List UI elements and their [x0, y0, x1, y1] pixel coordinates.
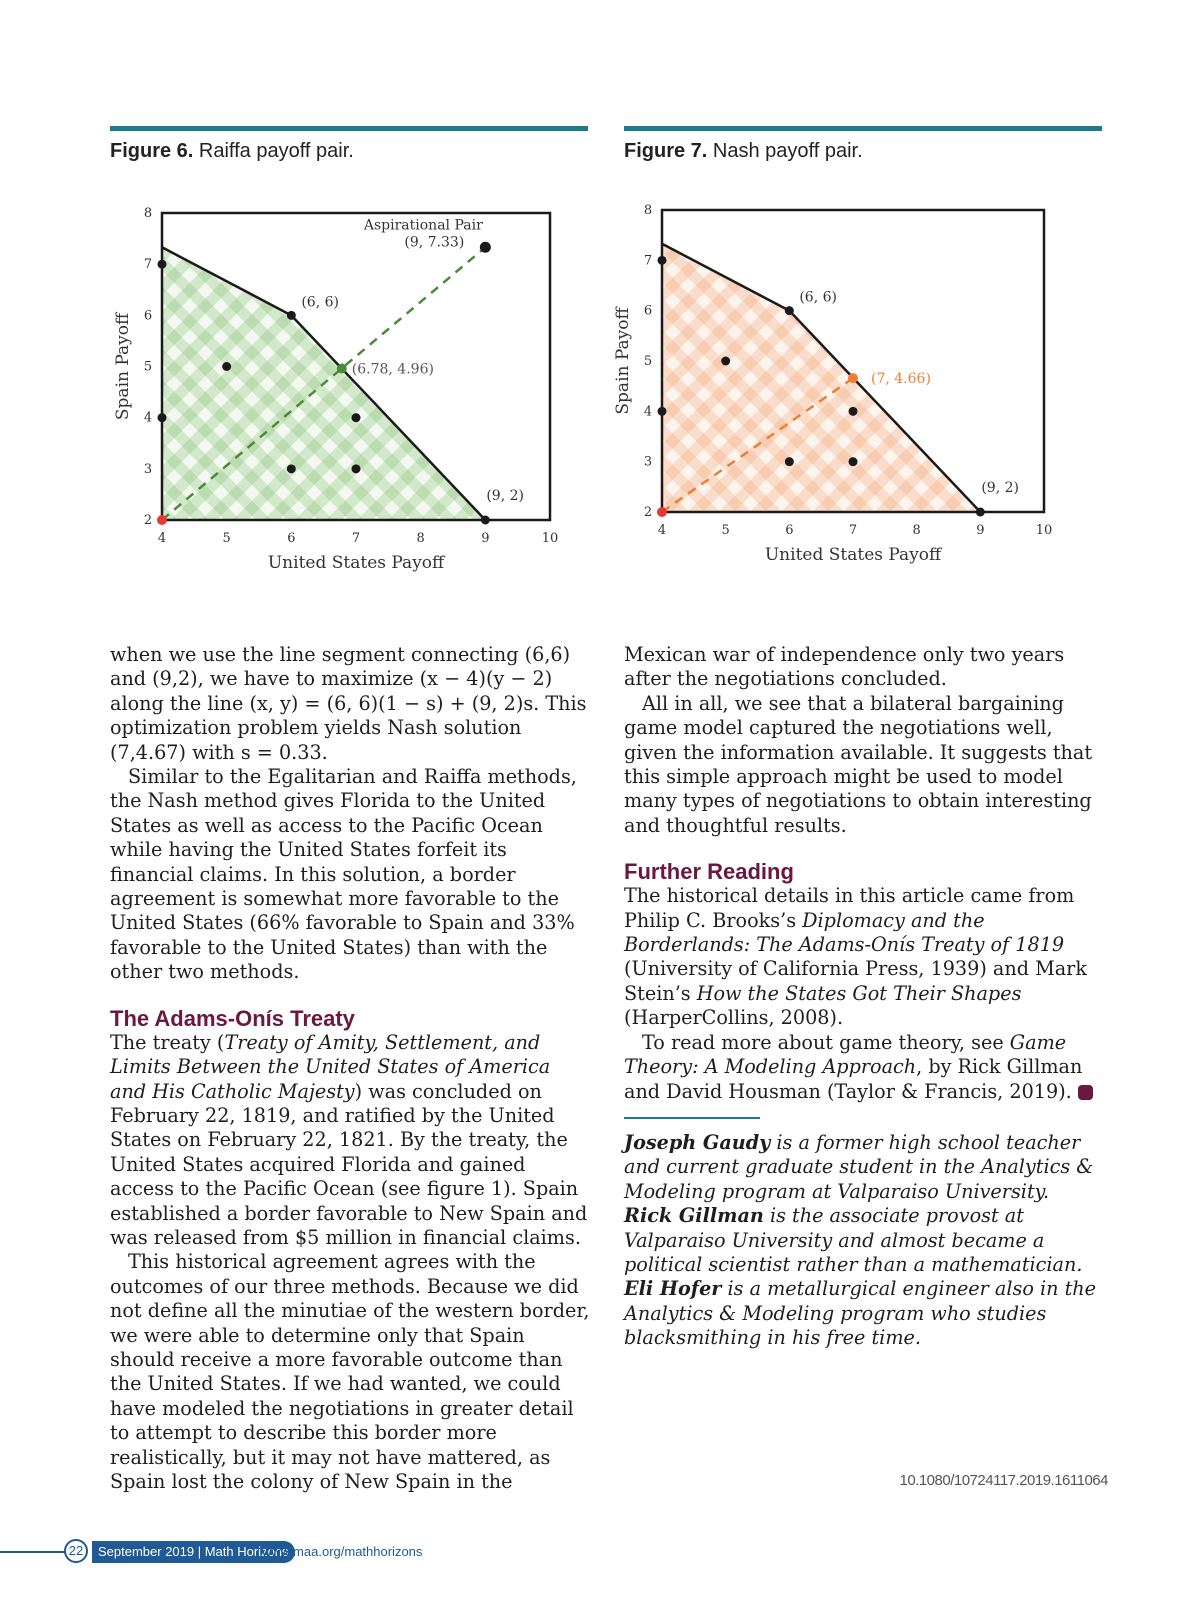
annotation-nash-point: (7, 4.66): [871, 371, 931, 388]
paragraph: Similar to the Egalitarian and Raiffa methods, the Nash method gives Florida to the United States as well as access to the Pacific Ocean while having the United States forfeit its financial claims. In this solution, a border agreement is somewhat more favorable to the United States (66% favorable to Spain and 33% favorable to the United States) than with the other two methods.: [110, 765, 577, 984]
y-tick-label: 7: [143, 257, 153, 273]
paragraph: [624, 884, 1106, 1030]
website-link[interactable]: www.maa.org/mathhorizons: [262, 1544, 423, 1559]
author-bio: [624, 1131, 1106, 1204]
data-point: [352, 464, 361, 473]
y-tick-label: 5: [143, 359, 153, 375]
y-tick-label: 4: [643, 404, 653, 420]
y-axis-label: Spain Payoff: [613, 307, 633, 415]
data-point: [352, 413, 361, 422]
x-tick-label: 9: [976, 523, 985, 538]
y-tick-label: 6: [143, 308, 153, 324]
page-number: 22: [64, 1539, 88, 1563]
data-point: [158, 260, 167, 269]
y-tick-label: 6: [643, 303, 653, 319]
doi-reference: 10.1080/10724117.2019.1611064: [899, 1472, 1108, 1489]
bio-divider: [624, 1117, 760, 1119]
x-tick-label: 8: [912, 523, 921, 538]
book-title: Game Theory: A Modeling Approach: [624, 1030, 1067, 1079]
text-run: To read more about game theory, see: [642, 1030, 1010, 1054]
y-tick-label: 3: [643, 454, 653, 470]
y-tick-label: 8: [643, 203, 653, 218]
annotation-9-2: (9, 2): [981, 480, 1019, 496]
annotation-6-6: (6, 6): [301, 294, 339, 311]
solution-point: [848, 373, 858, 383]
y-tick-label: 5: [643, 354, 653, 369]
y-tick-label: 7: [643, 253, 653, 269]
y-tick-label: 3: [143, 461, 153, 477]
x-tick-label: 4: [157, 531, 167, 546]
author-name: Joseph Gaudy: [624, 1130, 771, 1154]
paragraph: This historical agreement agrees with the outcomes of our three methods. Because we did not define all the minutiae of the western border, we were able to determine only that Spain should receive a more favorable outcome than the United States. If we had wanted, we could have modeled the negotiations in greater detail to attempt to describe this border more realistically, but it may not have mattered, as Spain lost the colony of New Spain in the: [110, 1250, 590, 1493]
x-tick-label: 5: [721, 523, 730, 538]
text-run: , by Rick Gillman and David Housman (Taylor & Francis, 2019).: [624, 1055, 1083, 1103]
left-column: [110, 643, 590, 1494]
data-point: [849, 407, 858, 416]
x-tick-label: 5: [222, 531, 231, 546]
figure6-top-rule: [110, 126, 588, 131]
x-axis-label: United States Payoff: [764, 545, 942, 565]
x-tick-label: 10: [1035, 523, 1053, 538]
feasible-region: [662, 244, 980, 512]
data-point: [222, 362, 231, 371]
data-point: [481, 516, 490, 525]
x-tick-label: 7: [351, 531, 361, 546]
bio-text: is a metallurgical engineer also in the Analytics & Modeling program who studies blacksmithing in his free time.: [624, 1277, 1097, 1350]
x-tick-label: 8: [416, 531, 425, 546]
author-bio: [624, 1204, 1106, 1277]
book-title: How the States Got Their Shapes: [696, 981, 1022, 1005]
paragraph: when we use the line segment connecting (6,6) and (9,2), we have to maximize (x − 4)(y − 2) along the line (x, y) = (6, 6)(1 − s) + (9, 2)s. This optimization problem yields Nash solution (7,4.67) with s = 0.33.: [110, 643, 587, 764]
figure7-caption-text: Nash payoff pair.: [712, 140, 863, 162]
figure6-label: Figure 6.: [110, 140, 194, 162]
text-run: ) was concluded on February 22, 1819, and ratified by the United States on February 22, 1821. By the treaty, the United States acquired Florida and gained access to the Pacific Ocean (see figure 1). Spain established a border favorable to New Spain and was released from $5 million in financial claims.: [110, 1079, 588, 1249]
treaty-title: Treaty of Amity, Settlement, and Limits Between the United States of America and His Catholic Majesty: [110, 1030, 551, 1103]
x-tick-label: 6: [785, 523, 794, 538]
x-tick-label: 7: [848, 523, 858, 538]
section-heading-adams-onis: The Adams-Onís Treaty: [110, 1005, 355, 1031]
figure6-caption-text: Raiffa payoff pair.: [198, 140, 354, 162]
footer-line: [0, 1551, 66, 1553]
data-point: [158, 413, 167, 422]
data-point: [976, 508, 985, 517]
bio-text: is the associate provost at Valparaiso University and almost became a political scientist rather than a mathematician.: [624, 1204, 1083, 1276]
y-axis-label: Spain Payoff: [113, 312, 133, 421]
annotation-9-2: (9, 2): [486, 488, 524, 504]
end-mark-icon: [1078, 1085, 1093, 1100]
data-point: [658, 256, 667, 265]
annotation-6-6: (6, 6): [799, 289, 837, 306]
solution-point: [337, 364, 347, 374]
figure7-top-rule: [624, 126, 1102, 131]
data-point: [721, 357, 730, 366]
x-tick-label: 4: [657, 523, 667, 538]
bio-text: is a former high school teacher and current graduate student in the Analytics & Modeling program at Valparaiso University.: [624, 1130, 1094, 1203]
x-tick-label: 9: [481, 531, 490, 546]
book-title: Diplomacy and the Borderlands: The Adams-Onís Treaty of 1819: [624, 908, 1065, 957]
y-tick-label: 2: [143, 513, 153, 528]
text-run: (University of California Press, 1939) and Mark Stein’s: [624, 957, 1087, 1005]
x-axis-label: United States Payoff: [267, 553, 445, 573]
page-footer: [0, 1538, 423, 1566]
paragraph: [624, 1031, 1106, 1104]
text-run: The historical details in this article came from Philip C. Brooks’s: [624, 884, 1075, 932]
y-tick-label: 2: [643, 505, 653, 520]
y-tick-label: 4: [143, 410, 153, 426]
paragraph: All in all, we see that a bilateral bargaining game model captured the negotiations well, given the information available. It suggests that this simple approach might be used to model many types of negotiations to obtain interesting and thoughtful results.: [624, 691, 1093, 837]
data-point: [785, 306, 794, 315]
data-point: [849, 457, 858, 466]
issue-label: September 2019 | Math Horizons: [92, 1541, 295, 1563]
author-name: Rick Gillman: [624, 1204, 764, 1228]
figure7-chart: [613, 200, 1106, 595]
data-point: [287, 311, 296, 320]
disagreement-point: [157, 515, 167, 525]
annotation-raiffa-point: (6.78, 4.96): [351, 361, 434, 378]
data-point: [287, 464, 296, 473]
figure7-label: Figure 7.: [624, 140, 708, 162]
author-bio: [624, 1277, 1106, 1350]
figure6-caption: [110, 140, 354, 163]
text-run: The treaty (: [110, 1030, 225, 1054]
paragraph: Mexican war of independence only two years after the negotiations concluded.: [624, 643, 1065, 691]
author-name: Eli Hofer: [624, 1277, 722, 1301]
disagreement-point: [657, 507, 667, 517]
right-column: [624, 643, 1106, 1351]
section-heading-further-reading: Further Reading: [624, 859, 794, 885]
y-tick-label: 8: [143, 206, 153, 221]
data-point: [658, 407, 667, 416]
aspirational-point: [480, 242, 491, 253]
data-point: [785, 457, 794, 466]
text-run: (HarperCollins, 2008).: [624, 1006, 844, 1030]
x-tick-label: 6: [287, 531, 296, 546]
paragraph: [110, 1031, 590, 1251]
figure6-chart: [112, 205, 592, 600]
annotation-aspirational-value: (9, 7.33): [404, 234, 465, 251]
x-tick-label: 10: [541, 531, 559, 546]
figure7-caption: [624, 140, 863, 163]
annotation-aspirational-label: Aspirational Pair: [363, 217, 483, 234]
